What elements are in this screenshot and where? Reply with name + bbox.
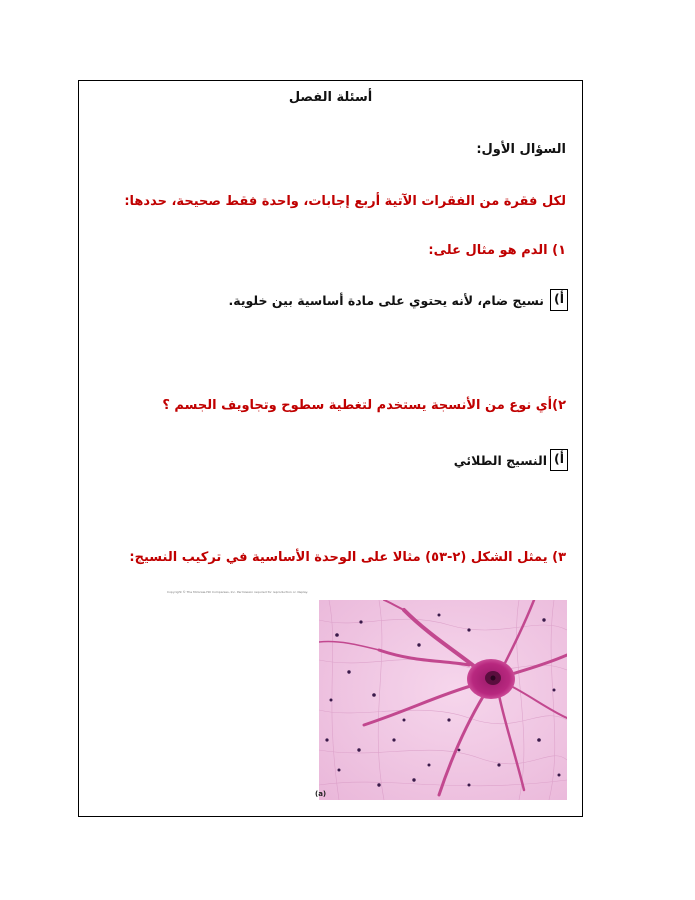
figure-copyright-caption: Copyright © The McGraw-Hill Companies, Inc. Permission required for reproduction or display. [167,590,308,594]
question-3-text: ٣) يمثل الشكل (٢-٥٣) مثالا على الوحدة الأساسية في تركيب النسيج: [129,550,566,565]
answer-text: النسيج الطلائي [453,452,547,468]
question-2-answer [454,449,568,471]
neuron-micrograph-image [319,600,567,800]
answer-letter-box: أ) [550,289,568,311]
question-heading: السؤال الأول: [476,142,566,157]
question-2-text: ٢)أي نوع من الأنسجة يستخدم لتغطية سطوح وتجاويف الجسم ؟ [162,398,566,413]
page-title: أسئلة الفصل [288,90,373,105]
answer-text: نسيج ضام، لأنه يحتوي على مادة أساسية بين خلوية. [228,292,544,308]
document-page [78,80,583,817]
question-1-text: ١) الدم هو مثال على: [428,243,566,258]
figure-label: (a) [315,790,327,798]
instruction-text: لكل فقرة من الفقرات الآتية أربع إجابات، واحدة فقط صحيحة، حددها: [124,194,566,209]
answer-letter-box: أ) [550,449,568,471]
question-1-answer [229,289,568,311]
